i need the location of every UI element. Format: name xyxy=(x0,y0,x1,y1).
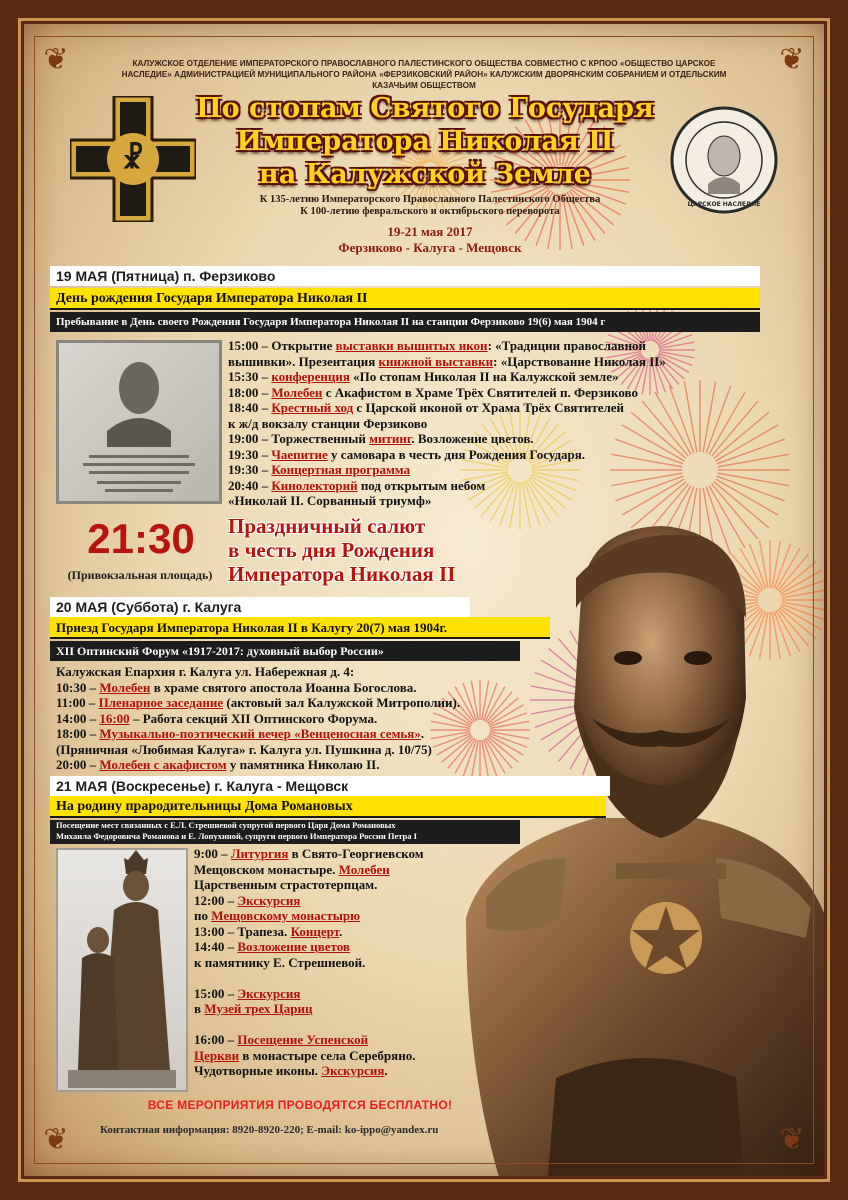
schedule-text: Чудотворные иконы. xyxy=(194,1063,322,1078)
schedule-highlight: Экскурсия xyxy=(321,1063,385,1078)
day2-title-bar: Приезд Государя Императора Николая II в Калугу 20(7) мая 1904г. xyxy=(50,617,550,639)
schedule-row xyxy=(194,1063,494,1079)
day3-schedule xyxy=(194,846,494,1079)
schedule-text: под открытым небом xyxy=(357,477,486,493)
schedule-highlight: Возложение цветов xyxy=(237,939,350,954)
schedule-text: 18:00 – xyxy=(56,726,100,741)
schedule-text: 19:30 – xyxy=(228,446,272,462)
schedule-highlight: Посещение Успенской xyxy=(237,1032,369,1047)
schedule-highlight: Концертная программа xyxy=(271,462,411,477)
schedule-highlight: Чаепитие xyxy=(271,446,328,462)
schedule-highlight: выставки вышитых икон xyxy=(335,338,488,353)
subtitle-line: Посещение мест связанных с Е.Л. Стрешневой супругой первого Царя Дома Романовых xyxy=(56,820,396,830)
day2-schedule xyxy=(56,664,576,773)
schedule-text: 12:00 – xyxy=(194,892,238,908)
schedule-text: 15:00 – xyxy=(194,985,238,1001)
schedule-text: 16:00 – xyxy=(194,1032,238,1047)
schedule-text: (Пряничная «Любимая Калуга» г. Калуга ул. Пушкина д. 10/75) xyxy=(56,741,432,757)
day2-subtitle-bar: XII Оптинский Форум «1917-2017: духовный выбор России» xyxy=(50,641,520,661)
day3-header xyxy=(50,776,610,796)
day2-header xyxy=(50,597,470,617)
schedule-row xyxy=(228,354,768,370)
schedule-highlight: Мещовскому монастырю xyxy=(211,908,361,923)
schedule-row xyxy=(228,462,768,478)
schedule-highlight: Литургия xyxy=(230,846,289,861)
schedule-text: в храме святого апостола Иоанна Богослова. xyxy=(150,679,417,695)
schedule-row xyxy=(228,431,768,447)
schedule-text: Мещовском монастыре. xyxy=(194,861,339,877)
schedule-row xyxy=(228,416,768,432)
schedule-highlight: Пленарное заседание xyxy=(98,695,224,710)
schedule-text: . xyxy=(384,1063,388,1078)
svg-text:ЦАРСКОЕ НАСЛЕДИЕ: ЦАРСКОЕ НАСЛЕДИЕ xyxy=(687,201,761,208)
schedule-text: 20:00 – xyxy=(56,757,100,772)
title-line: на Калужской Земле xyxy=(259,159,591,190)
chi-rho-cross-badge-icon xyxy=(70,96,196,222)
schedule-highlight: Экскурсия xyxy=(237,892,301,908)
salute-line: в честь дня Рождения xyxy=(228,538,435,562)
schedule-highlight: Крестный ход xyxy=(271,400,354,415)
salute-line: Праздничный салют xyxy=(228,514,426,538)
salute-time: 21:30 xyxy=(87,515,195,562)
schedule-highlight: Музыкально-поэтический вечер «Венценосная семья» xyxy=(99,726,421,741)
corner-ornament-icon: ❦ xyxy=(779,1123,805,1156)
day3-title-bar: На родину прародительницы Дома Романовых xyxy=(50,796,606,818)
schedule-text: : «Традиции православной xyxy=(487,338,647,353)
schedule-row xyxy=(56,757,576,773)
schedule-text: 15:30 – xyxy=(228,369,272,384)
schedule-text: у памятника Николаю II. xyxy=(226,757,380,772)
salute-announcement xyxy=(228,514,528,586)
title-line: По стопам Святого Государя xyxy=(196,93,654,124)
schedule-highlight: Церкви xyxy=(194,1047,240,1063)
anniversary-subtitle xyxy=(210,194,650,218)
schedule-highlight: Экскурсия xyxy=(237,985,301,1001)
day1-title-bar: День рождения Государя Императора Николая II xyxy=(50,288,760,310)
schedule-row xyxy=(56,695,576,711)
corner-ornament-icon: ❦ xyxy=(779,43,805,76)
schedule-row xyxy=(228,478,768,494)
statue-figures-icon xyxy=(58,850,186,1090)
day-date: 19 МАЯ xyxy=(56,268,108,284)
streshneva-statue-image xyxy=(56,848,188,1092)
schedule-text: : «Царствование Николая II» xyxy=(493,353,666,369)
schedule-row xyxy=(194,893,494,909)
schedule-text: 10:30 – xyxy=(56,679,100,695)
schedule-row xyxy=(194,986,494,1002)
schedule-row xyxy=(228,447,768,463)
schedule-row xyxy=(228,400,768,416)
schedule-text: «Николай II. Сорванный триумф» xyxy=(228,493,432,508)
memorial-plaque-image xyxy=(56,340,222,504)
schedule-row xyxy=(56,726,576,742)
day3-subtitle-bar xyxy=(50,820,520,844)
contact-info: Контактная информация: 8920-8920-220; E-mail: ko-ippo@yandex.ru xyxy=(100,1124,439,1136)
schedule-row xyxy=(194,908,494,924)
schedule-row xyxy=(194,1001,494,1017)
schedule-text: Царственным страстотерпцам. xyxy=(194,877,378,892)
salute-place: (Привокзальная площадь) xyxy=(67,568,213,582)
schedule-text: 9:00 – xyxy=(194,846,231,861)
schedule-highlight: конференция xyxy=(271,369,350,384)
schedule-text: 19:00 – Торжественный xyxy=(228,431,370,446)
schedule-text: . xyxy=(339,923,343,939)
schedule-text: к памятнику Е. Стрешневой. xyxy=(194,954,366,970)
schedule-row xyxy=(194,1032,494,1048)
schedule-text: 11:00 – xyxy=(56,695,99,710)
schedule-text: с Акафистом в Храме Трёх Святителей п. Ферзиково xyxy=(322,384,638,400)
schedule-highlight: Молебен с акафистом xyxy=(99,757,227,772)
schedule-text: 18:00 – xyxy=(228,384,272,400)
corner-ornament-icon: ❦ xyxy=(43,1123,69,1156)
schedule-row xyxy=(56,711,576,727)
schedule-highlight: Молебен xyxy=(99,679,151,695)
day-location: (Пятница) п. Ферзиково xyxy=(111,268,276,284)
day1-schedule xyxy=(228,338,768,509)
event-places: Ферзиково - Калуга - Мещовск xyxy=(338,240,522,255)
schedule-text: «По стопам Николая II на Калужской земле» xyxy=(349,369,619,384)
svg-text:☧: ☧ xyxy=(122,142,144,175)
schedule-text: с Царской иконой от Храма Трёх Святителей xyxy=(353,400,625,415)
schedule-highlight: Концерт xyxy=(290,923,340,939)
schedule-text: вышивки». Презентация xyxy=(228,353,379,369)
schedule-text: . Возложение цветов. xyxy=(411,431,534,446)
schedule-highlight: Молебен xyxy=(338,861,390,877)
schedule-text: 13:00 – Трапеза. xyxy=(194,923,291,939)
schedule-text: 18:40 – xyxy=(228,400,272,415)
poster-title xyxy=(180,92,670,191)
salute-line: Императора Николая II xyxy=(228,562,456,586)
schedule-row xyxy=(194,846,494,862)
schedule-text: к ж/д вокзалу станции Ферзиково xyxy=(228,415,428,431)
event-dates: 19-21 мая 2017 xyxy=(387,224,473,239)
schedule-row xyxy=(56,680,576,696)
schedule-text: (актовый зал Калужской Митрополии). xyxy=(223,695,461,710)
schedule-row xyxy=(194,955,494,971)
schedule-row xyxy=(228,338,768,354)
schedule-row xyxy=(194,924,494,940)
schedule-text: 14:40 – xyxy=(194,939,238,954)
day1-subtitle-bar: Пребывание в День своего Рождения Государя Императора Николая II на станции Ферзиково 19(6) мая 1904 г xyxy=(50,312,760,332)
schedule-row xyxy=(194,1017,494,1033)
subtitle-line: К 100-летию февральского и октябрьского переворота xyxy=(300,206,560,217)
subtitle-line: Михаила Федоровича Романова и Е. Лопухиной, супруги первого Императора России Петра I xyxy=(56,831,417,841)
schedule-highlight: Музей трех Цариц xyxy=(204,1001,313,1016)
schedule-text: 19:30 – xyxy=(228,462,272,477)
schedule-text: Калужская Епархия г. Калуга ул. Набережная д. 4: xyxy=(56,664,355,679)
schedule-row xyxy=(228,493,768,509)
schedule-text: 15:00 – Открытие xyxy=(228,338,336,353)
schedule-text: в монастыре села Серебряно. xyxy=(239,1047,416,1063)
corner-ornament-icon: ❦ xyxy=(43,43,69,76)
day-location: (Воскресенье) г. Калуга - Мещовск xyxy=(111,778,349,794)
schedule-text: по xyxy=(194,908,212,923)
schedule-highlight: митинг xyxy=(369,431,412,446)
schedule-text: в xyxy=(194,1001,205,1016)
day-location: (Суббота) г. Калуга xyxy=(111,599,242,615)
tsarskoe-nasledie-seal-icon xyxy=(668,104,780,216)
schedule-text: в Свято-Георгиевском xyxy=(288,846,424,861)
title-line: Императора Николая II xyxy=(236,126,614,157)
schedule-text: 20:40 – xyxy=(228,477,272,493)
subtitle-line: К 135-летию Императорского Православного Палестинского Общества xyxy=(259,194,601,205)
schedule-row xyxy=(194,877,494,893)
schedule-text: у самовара в честь дня Рождения Государя. xyxy=(327,446,586,462)
plaque-relief-icon xyxy=(59,343,219,501)
schedule-highlight: Кинолекторий xyxy=(271,477,358,493)
schedule-highlight: Молебен xyxy=(271,384,323,400)
schedule-row xyxy=(228,385,768,401)
schedule-text: – Работа секций XII Оптинского Форума. xyxy=(129,710,378,726)
schedule-row xyxy=(194,1048,494,1064)
free-events-note: ВСЕ МЕРОПРИЯТИЯ ПРОВОДЯТСЯ БЕСПЛАТНО! xyxy=(147,1098,453,1112)
schedule-row xyxy=(56,664,576,680)
schedule-row xyxy=(56,742,576,758)
schedule-text: . xyxy=(420,726,425,741)
schedule-row xyxy=(228,369,768,385)
day-date: 21 МАЯ xyxy=(56,778,108,794)
schedule-text: 14:00 – xyxy=(56,710,100,726)
day-date: 20 МАЯ xyxy=(56,599,108,615)
schedule-row xyxy=(194,970,494,986)
schedule-row xyxy=(194,939,494,955)
organizers-line: КАЛУЖСКОЕ ОТДЕЛЕНИЕ ИМПЕРАТОРСКОГО ПРАВОСЛАВНОГО ПАЛЕСТИНСКОГО ОБЩЕСТВА СОВМЕСТНО С КРПОО «ОБЩЕСТВО ЦАРСКОЕ НАСЛЕДИЕ» АДМИНИСТРАЦИЕЙ МУНИЦИПАЛЬНОГО РАЙОНА «ФЕРЗИКОВСКИЙ РАЙОН» КАЛУЖСКИМ ДВОРЯНСКИМ СОБРАНИЕМ И ОТДЕЛЬСКИМ КАЗАЧЬИМ ОБЩЕСТВОМ xyxy=(121,59,727,90)
day1-header xyxy=(50,266,760,286)
schedule-highlight: книжной выставки xyxy=(378,353,494,369)
schedule-highlight: 16:00 xyxy=(99,710,130,726)
schedule-row xyxy=(194,862,494,878)
